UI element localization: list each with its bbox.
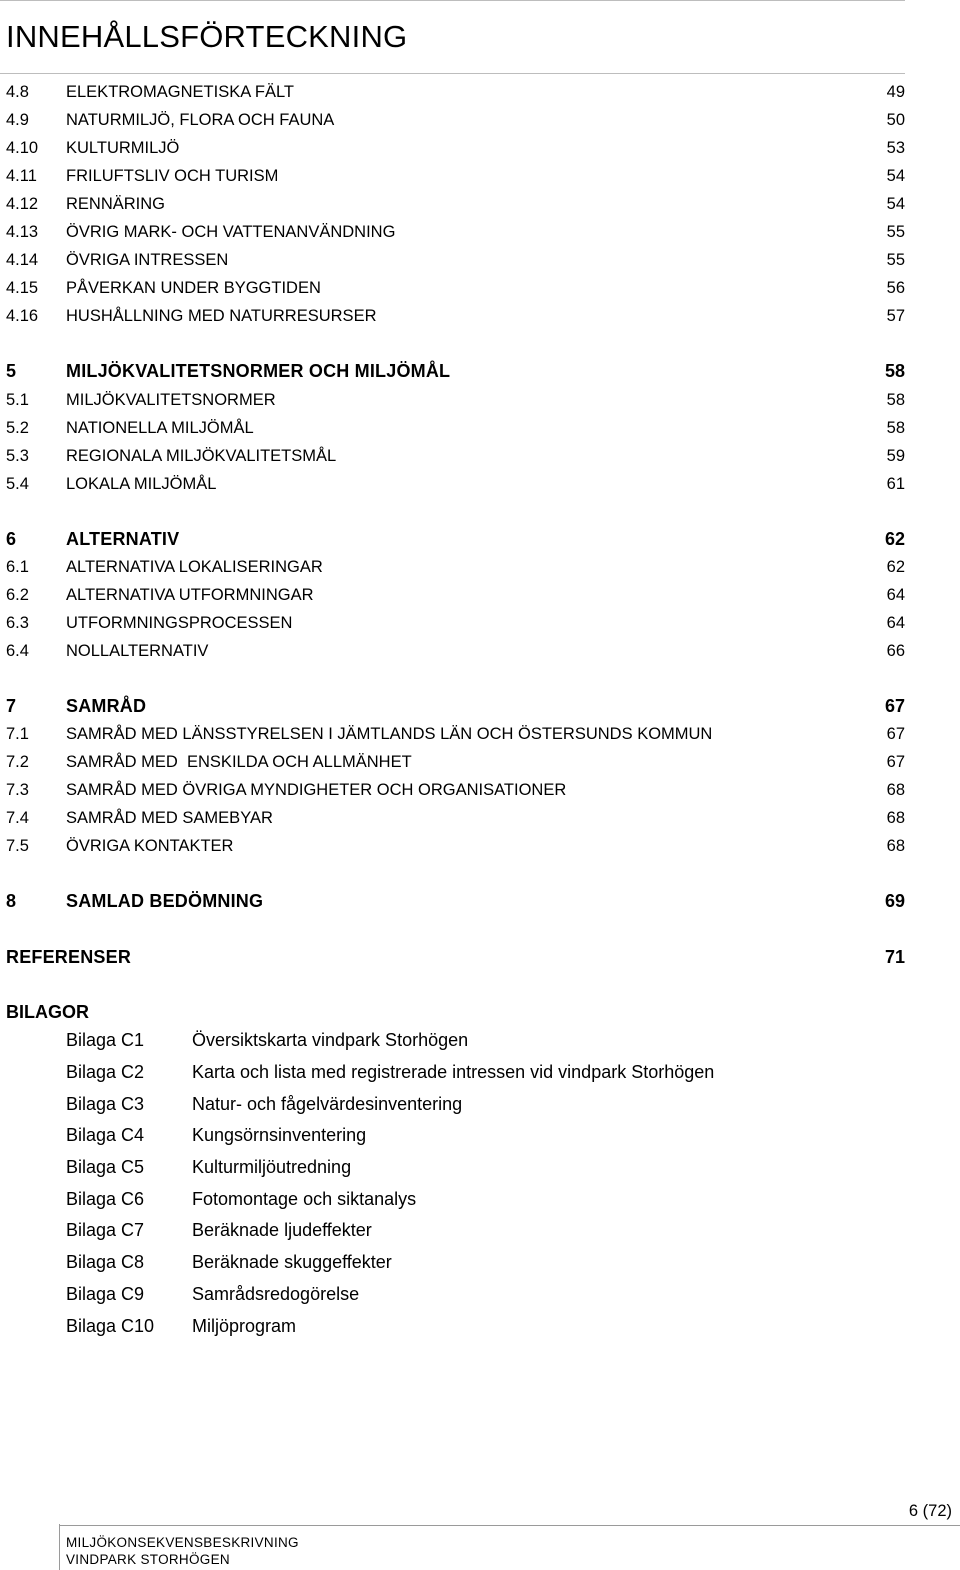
toc-row[interactable]	[0, 162, 905, 190]
toc-page: 68	[886, 781, 905, 799]
bilaga-label: Bilaga C9	[66, 1284, 145, 1304]
toc-number: 7	[6, 696, 17, 716]
bilaga-row	[0, 1089, 905, 1119]
toc-number: 4.8	[6, 83, 29, 101]
bilaga-row	[0, 1120, 905, 1150]
bilaga-row	[0, 1311, 905, 1341]
toc-page: 64	[886, 614, 905, 632]
toc-page: 67	[886, 725, 905, 743]
toc-label: SAMRÅD MED ENSKILDA OCH ALLMÄNHET	[66, 753, 412, 771]
toc-row[interactable]	[0, 218, 905, 246]
toc-row[interactable]	[0, 804, 905, 832]
toc-row[interactable]	[0, 748, 905, 776]
bilaga-label: Bilaga C7	[66, 1220, 145, 1240]
toc-number: 8	[6, 891, 17, 911]
toc-number: 5.3	[6, 447, 29, 465]
toc-page: 62	[886, 558, 905, 576]
toc-label: MILJÖKVALITETSNORMER	[66, 391, 276, 409]
toc-label: SAMLAD BEDÖMNING	[66, 891, 264, 911]
bilaga-row	[0, 1057, 905, 1087]
toc-page: 61	[886, 475, 905, 493]
toc-label: HUSHÅLLNING MED NATURRESURSER	[66, 307, 377, 325]
toc-label: LOKALA MILJÖMÅL	[66, 475, 217, 493]
toc-row[interactable]	[0, 832, 905, 860]
bilaga-label: Bilaga C3	[66, 1094, 145, 1114]
toc-page: 58	[886, 391, 905, 409]
toc-number: 4.14	[6, 251, 39, 269]
toc-row[interactable]	[0, 581, 905, 609]
toc-page: 58	[884, 361, 905, 381]
toc-label: KULTURMILJÖ	[66, 139, 180, 157]
bilaga-row	[0, 1025, 905, 1055]
toc-row[interactable]	[0, 637, 905, 665]
toc-label: RENNÄRING	[66, 195, 166, 213]
toc-row[interactable]	[0, 609, 905, 637]
toc-number: 6.1	[6, 558, 29, 576]
toc-number: 6.4	[6, 642, 29, 660]
toc-row[interactable]	[0, 442, 905, 470]
toc-label: SAMRÅD MED ÖVRIGA MYNDIGHETER OCH ORGANISATIONER	[66, 781, 567, 799]
toc-label: SAMRÅD	[66, 696, 147, 716]
bilaga-label: Bilaga C1	[66, 1030, 145, 1050]
toc-page: 67	[886, 753, 905, 771]
toc-row[interactable]	[0, 78, 905, 106]
toc-label: REGIONALA MILJÖKVALITETSMÅL	[66, 447, 337, 465]
toc-label: REFERENSER	[6, 947, 132, 967]
bilaga-label: Bilaga C2	[66, 1062, 145, 1082]
toc-row[interactable]	[0, 553, 905, 581]
toc-number: 7.1	[6, 725, 29, 743]
toc-row[interactable]	[0, 386, 905, 414]
toc-row[interactable]	[0, 470, 905, 498]
toc-page: 55	[886, 251, 905, 269]
bilaga-label: Bilaga C6	[66, 1189, 145, 1209]
bilaga-row	[0, 1247, 905, 1277]
toc-page: 71	[884, 947, 905, 967]
bilaga-row	[0, 1215, 905, 1245]
bilaga-description: Fotomontage och siktanalys	[192, 1189, 417, 1209]
toc-page: 68	[886, 809, 905, 827]
toc-label: NOLLALTERNATIV	[66, 642, 209, 660]
toc-page: 57	[886, 307, 905, 325]
toc-chapter-row[interactable]	[0, 525, 905, 553]
bilaga-description: Översiktskarta vindpark Storhögen	[192, 1030, 469, 1050]
toc-page: 68	[886, 837, 905, 855]
bilaga-description: Miljöprogram	[192, 1316, 297, 1336]
bilaga-row	[0, 1184, 905, 1214]
footer-document-type: MILJÖKONSEKVENSBESKRIVNING	[66, 1535, 299, 1550]
toc-number: 5	[6, 361, 17, 381]
bilaga-description: Beräknade skuggeffekter	[192, 1252, 392, 1272]
toc-label: ÖVRIGA INTRESSEN	[66, 251, 229, 269]
toc-chapter-row[interactable]	[0, 357, 905, 385]
toc-label: ALTERNATIVA UTFORMNINGAR	[66, 586, 314, 604]
toc-label: ALTERNATIV	[66, 529, 180, 549]
bilaga-row	[0, 1152, 905, 1182]
toc-number: 5.1	[6, 391, 29, 409]
toc-number: 6.3	[6, 614, 29, 632]
toc-number: 4.13	[6, 223, 39, 241]
toc-number: 5.4	[6, 475, 29, 493]
toc-label: NATIONELLA MILJÖMÅL	[66, 419, 254, 437]
bilaga-description: Karta och lista med registrerade intressen vid vindpark Storhögen	[192, 1062, 715, 1082]
toc-chapter-row[interactable]	[0, 887, 905, 915]
toc-label: ÖVRIG MARK- OCH VATTENANVÄNDNING	[66, 223, 396, 241]
toc-label: ÖVRIGA KONTAKTER	[66, 837, 234, 855]
toc-page: 59	[886, 447, 905, 465]
toc-label: ELEKTROMAGNETISKA FÄLT	[66, 83, 294, 101]
toc-row[interactable]	[0, 106, 905, 134]
toc-page: 67	[884, 696, 905, 716]
toc-page: 54	[886, 167, 905, 185]
toc-page: 56	[886, 279, 905, 297]
toc-label: FRILUFTSLIV OCH TURISM	[66, 167, 279, 185]
toc-row[interactable]	[0, 720, 905, 748]
toc-page: 69	[884, 891, 905, 911]
toc-page: 62	[884, 529, 905, 549]
toc-row[interactable]	[0, 776, 905, 804]
toc-row[interactable]	[0, 246, 905, 274]
footer-divider	[59, 1524, 60, 1570]
bilaga-description: Natur- och fågelvärdesinventering	[192, 1094, 463, 1114]
footer-rule	[59, 1525, 960, 1526]
toc-number: 4.9	[6, 111, 29, 129]
toc-number: 7.5	[6, 837, 29, 855]
toc-row[interactable]	[0, 134, 905, 162]
toc-number: 7.2	[6, 753, 29, 771]
toc-number: 4.15	[6, 279, 39, 297]
toc-row[interactable]	[0, 302, 905, 330]
bilaga-description: Kulturmiljöutredning	[192, 1157, 352, 1177]
toc-label: SAMRÅD MED LÄNSSTYRELSEN I JÄMTLANDS LÄN OCH ÖSTERSUNDS KOMMUN	[66, 725, 713, 743]
top-rule	[0, 0, 905, 1]
bilaga-label: Bilaga C10	[66, 1316, 155, 1336]
title-rule	[0, 73, 905, 74]
toc-number: 6	[6, 529, 17, 549]
toc-number: 7.3	[6, 781, 29, 799]
page-number: 6 (72)	[908, 1502, 952, 1520]
toc-row[interactable]	[0, 274, 905, 302]
bilaga-description: Kungsörnsinventering	[192, 1125, 367, 1145]
toc-label: MILJÖKVALITETSNORMER OCH MILJÖMÅL	[66, 361, 451, 381]
toc-page: 50	[886, 111, 905, 129]
toc-number: 4.12	[6, 195, 39, 213]
toc-page: 66	[886, 642, 905, 660]
toc-label: SAMRÅD MED SAMEBYAR	[66, 809, 273, 827]
toc-page: 54	[886, 195, 905, 213]
toc-page: 55	[886, 223, 905, 241]
toc-label: PÅVERKAN UNDER BYGGTIDEN	[66, 279, 321, 297]
toc-number: 4.16	[6, 307, 39, 325]
page-title: INNEHÅLLSFÖRTECKNING	[6, 19, 408, 54]
toc-number: 7.4	[6, 809, 29, 827]
bilaga-label: Bilaga C5	[66, 1157, 145, 1177]
toc-number: 6.2	[6, 586, 29, 604]
toc-chapter-row[interactable]	[0, 943, 905, 971]
toc-number: 4.11	[6, 167, 37, 185]
toc-label: ALTERNATIVA LOKALISERINGAR	[66, 558, 323, 576]
toc-chapter-row[interactable]	[0, 692, 905, 720]
toc-page: 64	[886, 586, 905, 604]
toc-number: 4.10	[6, 139, 39, 157]
toc-page: 53	[886, 139, 905, 157]
footer-project-name: VINDPARK STORHÖGEN	[66, 1552, 230, 1567]
toc-page: 58	[886, 419, 905, 437]
toc-row[interactable]	[0, 414, 905, 442]
bilaga-description: Samrådsredogörelse	[192, 1284, 360, 1304]
bilaga-description: Beräknade ljudeffekter	[192, 1220, 372, 1240]
toc-page: 49	[886, 83, 905, 101]
toc-label: UTFORMNINGSPROCESSEN	[66, 614, 293, 632]
toc-label: NATURMILJÖ, FLORA OCH FAUNA	[66, 111, 335, 129]
bilaga-row	[0, 1279, 905, 1309]
bilaga-label: Bilaga C8	[66, 1252, 145, 1272]
toc-row[interactable]	[0, 190, 905, 218]
toc-number: 5.2	[6, 419, 29, 437]
bilagor-heading: BILAGOR	[6, 1002, 89, 1022]
bilaga-label: Bilaga C4	[66, 1125, 145, 1145]
